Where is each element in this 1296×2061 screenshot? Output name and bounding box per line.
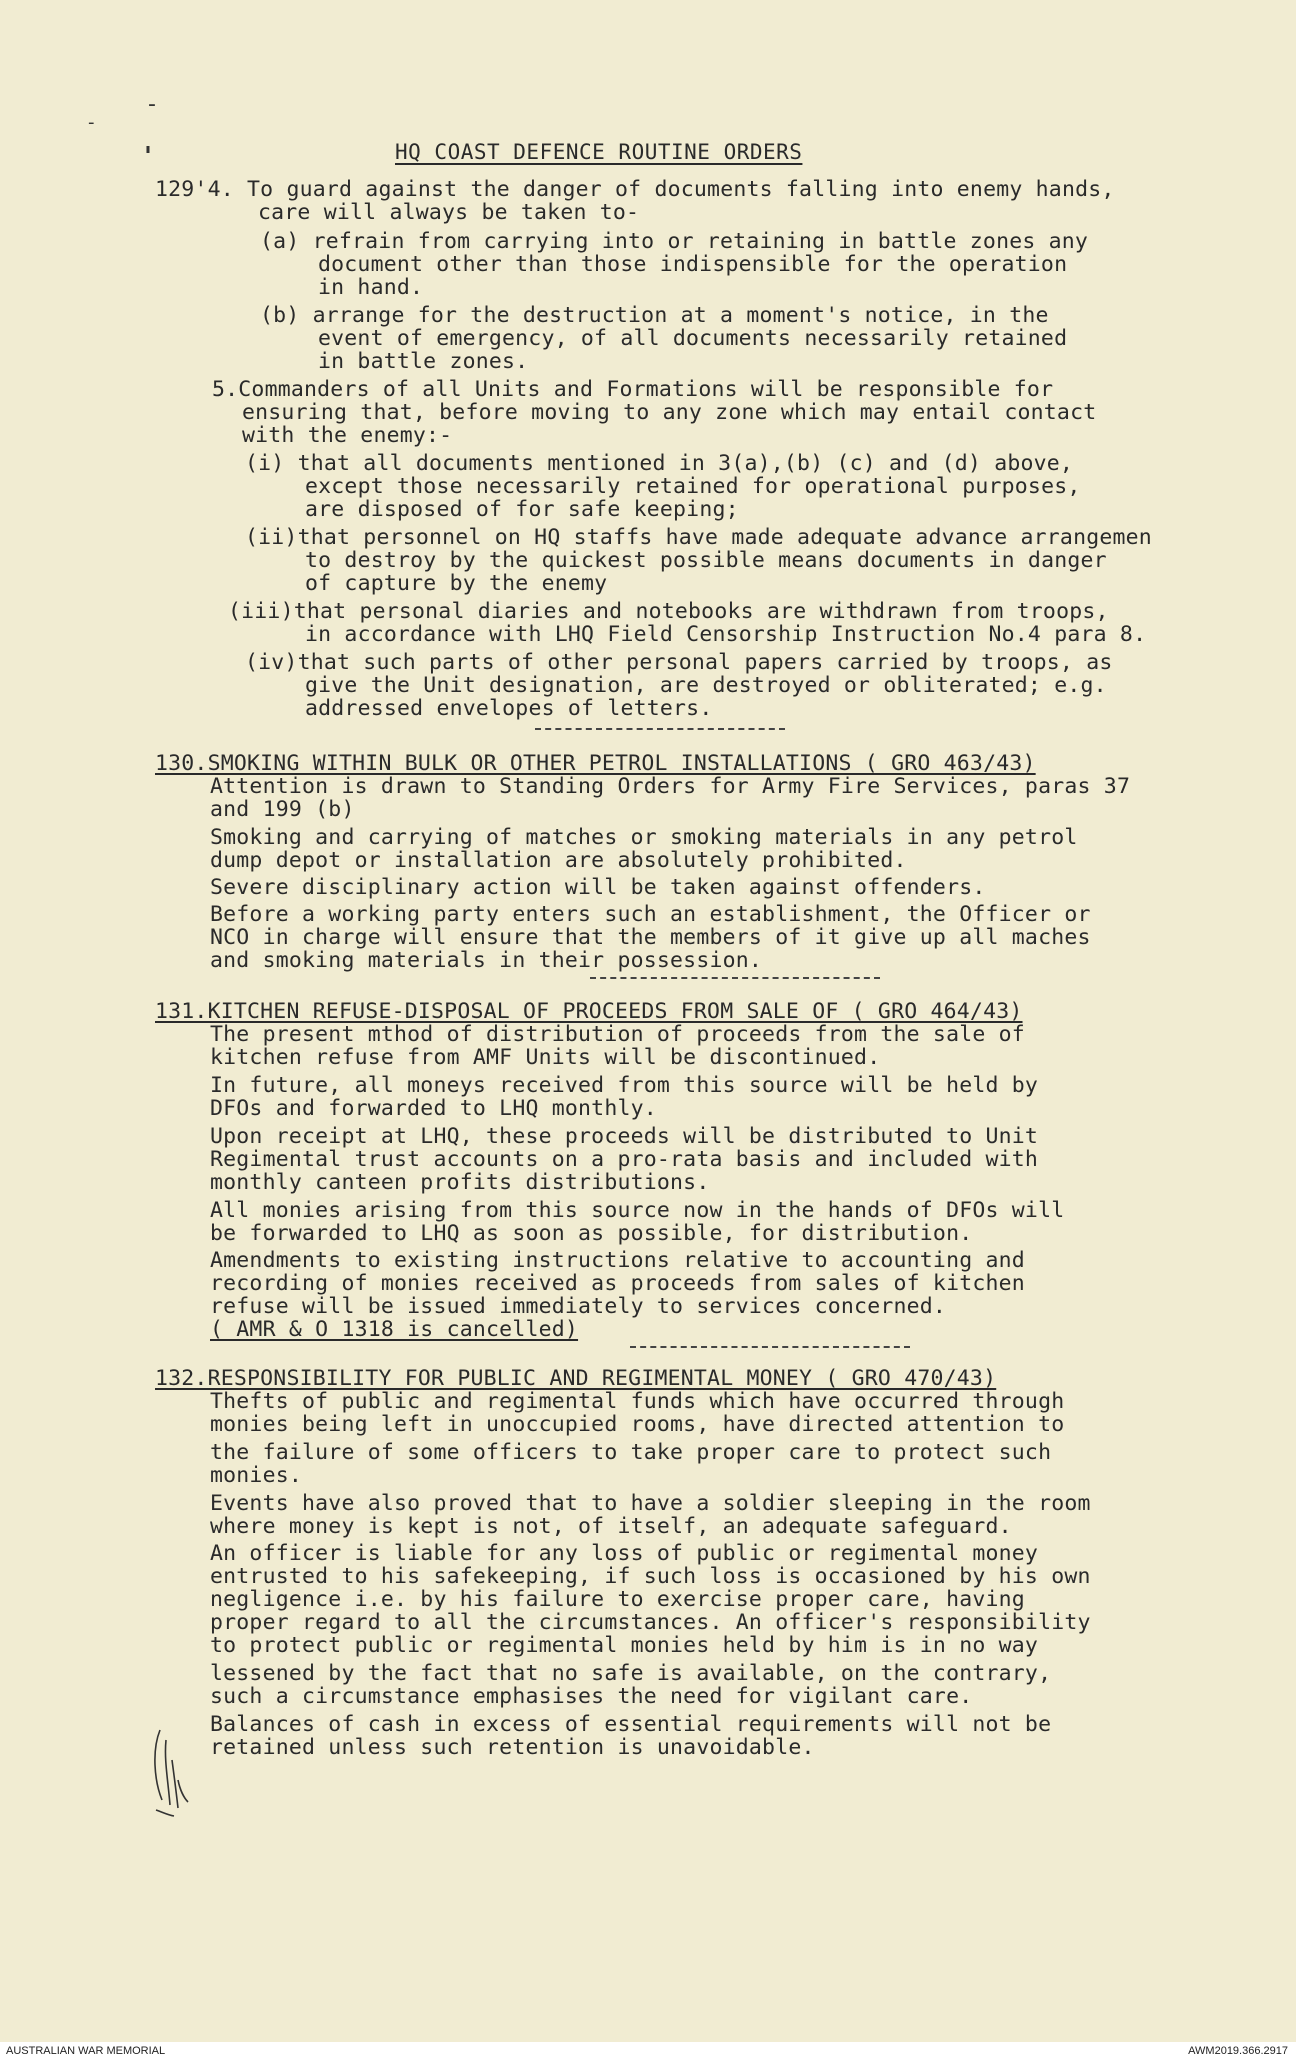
- order-text-line: Thefts of public and regimental funds which have occurred through: [210, 1389, 1065, 1414]
- order-text-line: entrusted to his safekeeping, if such loss is occasioned by his own: [210, 1564, 1091, 1589]
- order-text-line: lessened by the fact that no safe is available, on the contrary,: [210, 1661, 1052, 1686]
- order-text-line: (iii)that personal diaries and notebooks are withdrawn from troops,: [228, 599, 1109, 624]
- order-text-line: and smoking materials in their possession.: [210, 948, 763, 973]
- order-text-line: retained unless such retention is unavoidable.: [210, 1735, 815, 1760]
- order-text-line: 129'4. To guard against the danger of documents falling into enemy hands,: [155, 177, 1115, 202]
- order-text-line: dump depot or installation are absolutely prohibited.: [210, 848, 907, 873]
- dashed-divider: [535, 728, 785, 730]
- order-heading: 130.SMOKING WITHIN BULK OR OTHER PETROL INSTALLATIONS ( GRO 463/43): [155, 751, 1036, 776]
- order-text-line: negligence i.e. by his failure to exercise proper care, having: [210, 1587, 1025, 1612]
- order-text-line: refuse will be issued immediately to services concerned.: [210, 1294, 947, 1319]
- order-text-line: are disposed of for safe keeping;: [305, 497, 739, 522]
- order-text-line: recording of monies received as proceeds from sales of kitchen: [210, 1271, 1025, 1296]
- order-text-line: except those necessarily retained for operational purposes,: [305, 474, 1081, 499]
- order-text-line: addressed envelopes of letters.: [305, 696, 713, 721]
- order-text-line: monthly canteen profits distributions.: [210, 1170, 710, 1195]
- order-text-line: to destroy by the quickest possible means documents in danger: [305, 548, 1107, 573]
- order-text-line: event of emergency, of all documents necessarily retained: [318, 326, 1068, 351]
- order-text-line: with the enemy:-: [242, 423, 453, 448]
- order-text-line: Attention is drawn to Standing Orders for Army Fire Services, paras 37: [210, 774, 1131, 799]
- footer-accession-number: AWM2019.366.2917: [1188, 2045, 1288, 2057]
- order-text-line: (ii)that personnel on HQ staffs have made adequate advance arrangemen: [245, 525, 1152, 550]
- margin-mark: -: [148, 92, 156, 117]
- order-text-line: to protect public or regimental monies held by him is in no way: [210, 1633, 1039, 1658]
- order-text-line: be forwarded to LHQ as soon as possible, for distribution.: [210, 1221, 973, 1246]
- handwritten-signature: [148, 1720, 198, 1820]
- order-text-line: NCO in charge will ensure that the members of it give up all maches: [210, 925, 1091, 950]
- order-text-line: (iv)that such parts of other personal papers carried by troops, as: [245, 650, 1113, 675]
- order-text-line: In future, all moneys received from this source will be held by: [210, 1073, 1039, 1098]
- order-text-line: in accordance with LHQ Field Censorship Instruction No.4 para 8.: [305, 622, 1147, 647]
- order-text-line: (a) refrain from carrying into or retaining in battle zones any: [260, 229, 1089, 254]
- order-text-line: (i) that all documents mentioned in 3(a),(b) (c) and (d) above,: [245, 451, 1074, 476]
- order-text-line: give the Unit designation, are destroyed or obliterated; e.g.: [305, 673, 1107, 698]
- order-text-line: proper regard to all the circumstances. An officer's responsibility: [210, 1610, 1091, 1635]
- order-text-line: Upon receipt at LHQ, these proceeds will be distributed to Unit: [210, 1124, 1039, 1149]
- order-text-line: Regimental trust accounts on a pro-rata basis and included with: [210, 1147, 1039, 1172]
- order-text-line: care will always be taken to-: [258, 200, 640, 225]
- order-text-line: Before a working party enters such an establishment, the Officer or: [210, 902, 1091, 927]
- order-text-line: document other than those indispensible for the operation: [318, 252, 1068, 277]
- order-heading: 132.RESPONSIBILITY FOR PUBLIC AND REGIMENTAL MONEY ( GRO 470/43): [155, 1366, 997, 1391]
- order-text-line: kitchen refuse from AMF Units will be discontinued.: [210, 1045, 881, 1070]
- dashed-divider: [590, 977, 880, 979]
- order-text-line: (b) arrange for the destruction at a moment's notice, in the: [260, 303, 1049, 328]
- order-text-line: where money is kept is not, of itself, an adequate safeguard.: [210, 1514, 1012, 1539]
- order-text-line: DFOs and forwarded to LHQ monthly.: [210, 1096, 657, 1121]
- order-text-line: Severe disciplinary action will be taken against offenders.: [210, 875, 986, 900]
- order-text-line: monies being left in unoccupied rooms, have directed attention to: [210, 1412, 1065, 1437]
- order-text-line: ensuring that, before moving to any zone which may entail contact: [242, 400, 1097, 425]
- order-text-line: in hand.: [318, 275, 424, 300]
- order-text-line: All monies arising from this source now in the hands of DFOs will: [210, 1198, 1065, 1223]
- order-text-line: Smoking and carrying of matches or smoking materials in any petrol: [210, 825, 1078, 850]
- margin-mark: ': [144, 142, 152, 172]
- order-heading: 131.KITCHEN REFUSE-DISPOSAL OF PROCEEDS FROM SALE OF ( GRO 464/43): [155, 999, 1023, 1024]
- margin-mark: -: [88, 112, 95, 133]
- order-text-line: Events have also proved that to have a soldier sleeping in the room: [210, 1491, 1091, 1516]
- order-text-line: An officer is liable for any loss of public or regimental money: [210, 1541, 1039, 1566]
- order-text-line: Amendments to existing instructions relative to accounting and: [210, 1248, 1025, 1273]
- document-title: HQ COAST DEFENCE ROUTINE ORDERS: [395, 140, 803, 164]
- order-text-line: Balances of cash in excess of essential requirements will not be: [210, 1712, 1052, 1737]
- order-text-line: of capture by the enemy: [305, 571, 608, 596]
- order-text-line: such a circumstance emphasises the need for vigilant care.: [210, 1684, 973, 1709]
- order-text-line: the failure of some officers to take proper care to protect such: [210, 1440, 1052, 1465]
- order-text-line: 5.Commanders of all Units and Formations will be responsible for: [212, 377, 1054, 402]
- order-text-line: The present mthod of distribution of proceeds from the sale of: [210, 1022, 1025, 1047]
- order-heading: ( AMR & O 1318 is cancelled): [210, 1317, 579, 1342]
- footer-institution: AUSTRALIAN WAR MEMORIAL: [6, 2045, 166, 2057]
- order-text-line: and 199 (b): [210, 797, 355, 822]
- order-text-line: monies.: [210, 1463, 303, 1488]
- order-text-line: in battle zones.: [318, 349, 529, 374]
- dashed-divider: [630, 1346, 910, 1348]
- archive-footer: [0, 2042, 1296, 2061]
